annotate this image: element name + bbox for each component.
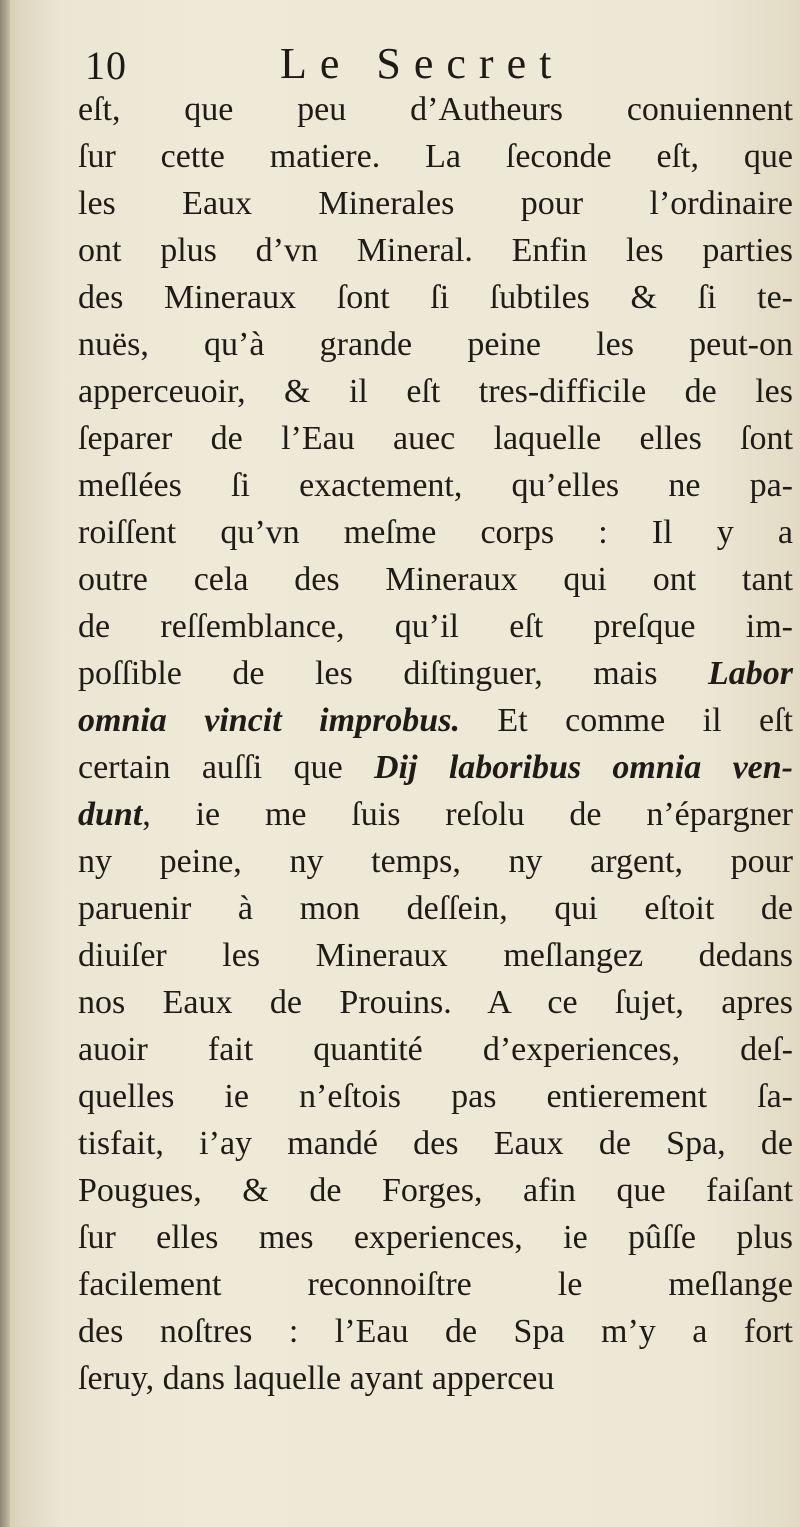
text-segment: ſur cette matiere. La ſeconde eſt, que	[78, 138, 793, 175]
body-text	[78, 86, 793, 1402]
text-line	[78, 368, 793, 415]
text-line	[78, 885, 793, 932]
text-line	[78, 133, 793, 180]
text-line	[78, 650, 793, 697]
text-segment: paruenir à mon deſſein, qui eſtoit de	[78, 890, 793, 927]
text-segment: auoir fait quantité d’experiences, deſ-	[78, 1031, 793, 1068]
text-line	[78, 838, 793, 885]
text-segment: de reſſemblance, qu’il eſt preſque im-	[78, 608, 793, 645]
text-segment: ny peine, ny temps, ny argent, pour	[78, 843, 793, 880]
italic-latin-text: Labor	[708, 655, 793, 692]
page-number: 10	[85, 43, 127, 88]
text-segment: apperceuoir, & il eſt tres-difficile de les	[78, 373, 793, 410]
text-line	[78, 979, 793, 1026]
text-segment: ſur elles mes experiences, ie pûſſe plus	[78, 1219, 793, 1256]
text-line	[78, 697, 793, 744]
text-segment: Et comme il eſt	[459, 702, 794, 739]
text-segment: les Eaux Minerales pour l’ordinaire	[78, 185, 793, 222]
text-line	[78, 556, 793, 603]
text-segment: ont plus d’vn Mineral. Enfin les parties	[78, 232, 793, 269]
page-binding-edge	[0, 0, 10, 1527]
italic-latin-text: dunt	[78, 796, 143, 833]
text-segment: tisfait, i’ay mandé des Eaux de Spa, de	[78, 1125, 793, 1162]
text-segment: des noſtres : l’Eau de Spa m’y a fort	[78, 1313, 793, 1350]
text-line	[78, 791, 793, 838]
italic-latin-text: omnia vincit improbus.	[78, 702, 460, 739]
text-line	[78, 1026, 793, 1073]
text-line	[78, 1355, 793, 1402]
text-line	[78, 1308, 793, 1355]
text-segment: nuës, qu’à grande peine les peut-on	[78, 326, 793, 363]
text-segment: nos Eaux de Prouins. A ce ſujet, apres	[78, 984, 793, 1021]
text-segment: meſlées ſi exactement, qu’elles ne pa-	[78, 467, 793, 504]
text-line	[78, 744, 793, 791]
text-segment: des Mineraux ſont ſi ſubtiles & ſi te-	[78, 279, 793, 316]
text-segment: outre cela des Mineraux qui ont tant	[78, 561, 793, 598]
text-segment: Pougues, & de Forges, afin que faiſant	[78, 1172, 793, 1209]
text-segment: , ie me ſuis reſolu de n’épargner	[142, 796, 793, 833]
text-line	[78, 180, 793, 227]
text-segment: eſt, que peu d’Autheurs conuiennent	[78, 91, 793, 128]
text-line	[78, 1214, 793, 1261]
text-segment: quelles ie n’eſtois pas entierement ſa-	[78, 1078, 793, 1115]
text-line	[78, 321, 793, 368]
text-segment: facilement reconnoiſtre le meſlange	[78, 1266, 793, 1303]
text-line	[78, 274, 793, 321]
text-line	[78, 509, 793, 556]
running-title: Le Secret	[280, 39, 565, 88]
text-segment: ſeparer de l’Eau auec laquelle elles ſont	[78, 420, 793, 457]
text-segment: poſſible de les diſtinguer, mais	[78, 655, 708, 692]
text-segment: ſeruy, dans laquelle ayant apperceu	[78, 1360, 555, 1397]
text-line	[78, 86, 793, 133]
text-segment: certain auſſi que	[78, 749, 375, 786]
text-line	[78, 932, 793, 979]
text-line	[78, 1073, 793, 1120]
text-line	[78, 462, 793, 509]
text-line	[78, 1120, 793, 1167]
text-segment: roiſſent qu’vn meſme corps : Il y a	[78, 514, 793, 551]
text-line	[78, 227, 793, 274]
italic-latin-text: Dij laboribus omnia ven-	[374, 749, 793, 786]
text-segment: diuiſer les Mineraux meſlangez dedans	[78, 937, 793, 974]
text-line	[78, 1167, 793, 1214]
text-line	[78, 1261, 793, 1308]
text-line	[78, 603, 793, 650]
text-line	[78, 415, 793, 462]
